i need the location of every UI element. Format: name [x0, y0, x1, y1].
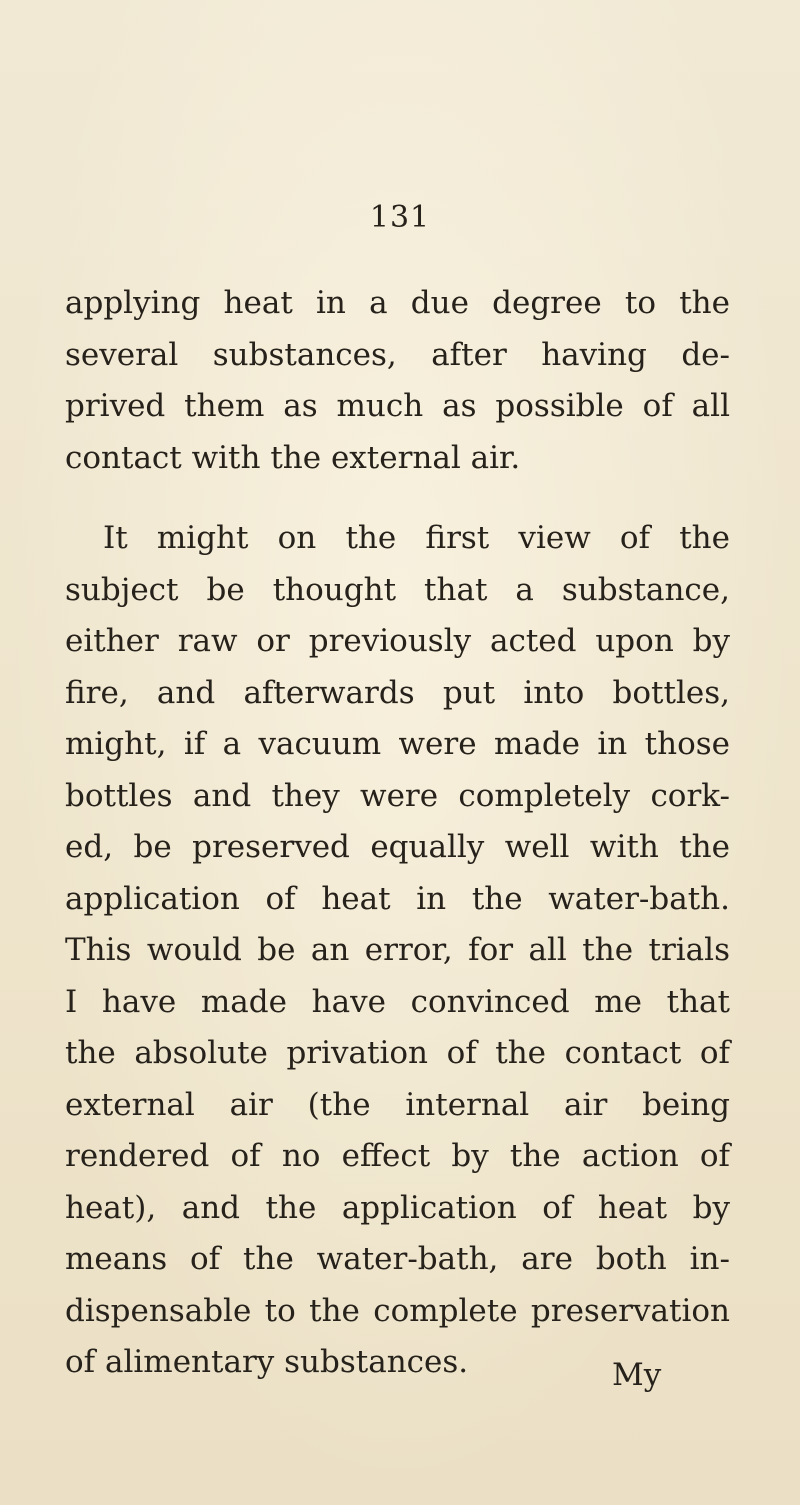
text-line: several substances, after having de- — [65, 336, 730, 373]
paragraph-2 — [65, 513, 730, 1389]
text-line: I have made have convinced me that — [65, 983, 730, 1020]
text-line: subject be thought that a substance, — [65, 571, 730, 608]
text-line: prived them as much as possible of all — [65, 388, 730, 424]
text-line: either raw or previously acted upon by — [65, 623, 730, 659]
page-number: 131 — [369, 200, 431, 235]
text-line: This would be an error, for all the trials — [65, 932, 730, 968]
text-line: external air (the internal air being — [65, 1086, 730, 1123]
text-line: bottles and they were completely cork- — [65, 777, 730, 814]
text-line: of alimentary substances. — [65, 1344, 469, 1380]
text-line: application of heat in the water-bath. — [65, 880, 730, 917]
text-line: fire, and afterwards put into bottles, — [65, 674, 730, 711]
text-line: applying heat in a due degree to the — [65, 285, 730, 321]
text-line: It might on the first view of the — [103, 520, 730, 556]
text-line: dispensable to the complete preservation — [65, 1292, 730, 1329]
text-line: might, if a vacuum were made in those — [65, 726, 730, 762]
text-line: heat), and the application of heat by — [65, 1189, 730, 1226]
text-line: the absolute privation of the contact of — [65, 1035, 730, 1071]
paragraph-1 — [65, 278, 730, 484]
catchword: My — [612, 1357, 662, 1393]
text-line: ed, be preserved equally well with the — [65, 829, 730, 865]
text-line: means of the water-bath, are both in- — [65, 1241, 730, 1277]
text-line: rendered of no effect by the action of — [65, 1138, 730, 1174]
text-line: contact with the external air. — [65, 439, 521, 476]
